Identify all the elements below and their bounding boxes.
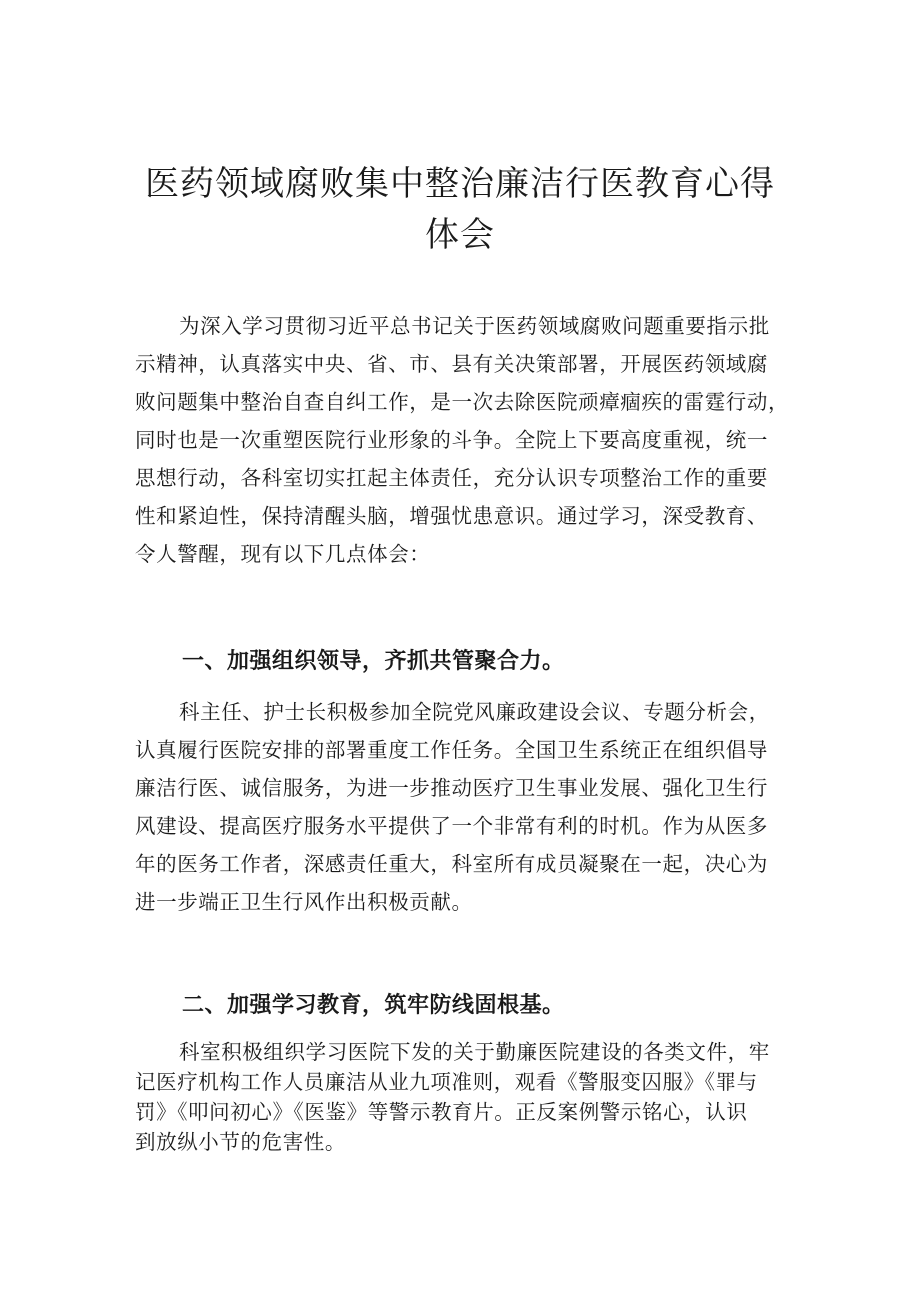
section-heading-1: 一、加强组织领导，齐抓共管聚合力。 xyxy=(182,649,565,674)
paragraph-line: 风建设、提高医疗服务水平提供了一个非常有利的时机。作为从医多 xyxy=(135,814,768,838)
paragraph-line: 科室积极组织学习医院下发的关于勤廉医院建设的各类文件，牢 xyxy=(179,1040,770,1064)
section-heading-2: 二、加强学习教育，筑牢防线固根基。 xyxy=(182,993,565,1018)
paragraph-line: 认真履行医院安排的部署重度工作任务。全国卫生系统正在组织倡导 xyxy=(135,738,768,762)
paragraph-line: 性和紧迫性，保持清醒头脑，增强忧患意识。通过学习，深受教育、 xyxy=(135,504,768,528)
paragraph-line: 同时也是一次重塑医院行业形象的斗争。全院上下要高度重视，统一 xyxy=(135,428,768,452)
document-title-line-2: 体会 xyxy=(425,215,495,255)
paragraph-line: 罚》《叩问初心》《医鉴》等警示教育片。正反案例警示铭心，认识 xyxy=(135,1100,748,1124)
paragraph-line: 年的医务工作者，深感责任重大，科室所有成员凝聚在一起，决心为 xyxy=(135,852,768,876)
paragraph-line: 思想行动，各科室切实扛起主体责任，充分认识专项整治工作的重要 xyxy=(135,466,768,490)
paragraph-line: 廉洁行医、诚信服务，为进一步推动医疗卫生事业发展、强化卫生行 xyxy=(135,776,768,800)
paragraph-line: 为深入学习贯彻习近平总书记关于医药领域腐败问题重要指示批 xyxy=(179,314,770,338)
paragraph-line: 到放纵小节的危害性。 xyxy=(135,1130,346,1154)
document-title-line-1: 医药领域腐败集中整治廉洁行医教育心得 xyxy=(145,164,775,204)
section-2-paragraph xyxy=(135,1037,795,1157)
paragraph-line: 示精神，认真落实中央、省、市、县有关决策部署，开展医药领域腐 xyxy=(135,352,768,376)
paragraph-line: 败问题集中整治自查自纠工作，是一次去除医院顽瘴痼疾的雷霆行动， xyxy=(135,390,790,414)
intro-paragraph xyxy=(135,307,795,573)
paragraph-line: 记医疗机构工作人员廉洁从业九项准则，观看《警服变囚服》《罪与 xyxy=(135,1070,758,1094)
section-1-paragraph xyxy=(135,693,795,921)
paragraph-line: 令人警醒，现有以下几点体会： xyxy=(135,542,431,566)
paragraph-line: 进一步端正卫生行风作出积极贡献。 xyxy=(135,890,473,914)
paragraph-line: 科主任、护士长积极参加全院党风廉政建设会议、专题分析会， xyxy=(179,700,770,724)
